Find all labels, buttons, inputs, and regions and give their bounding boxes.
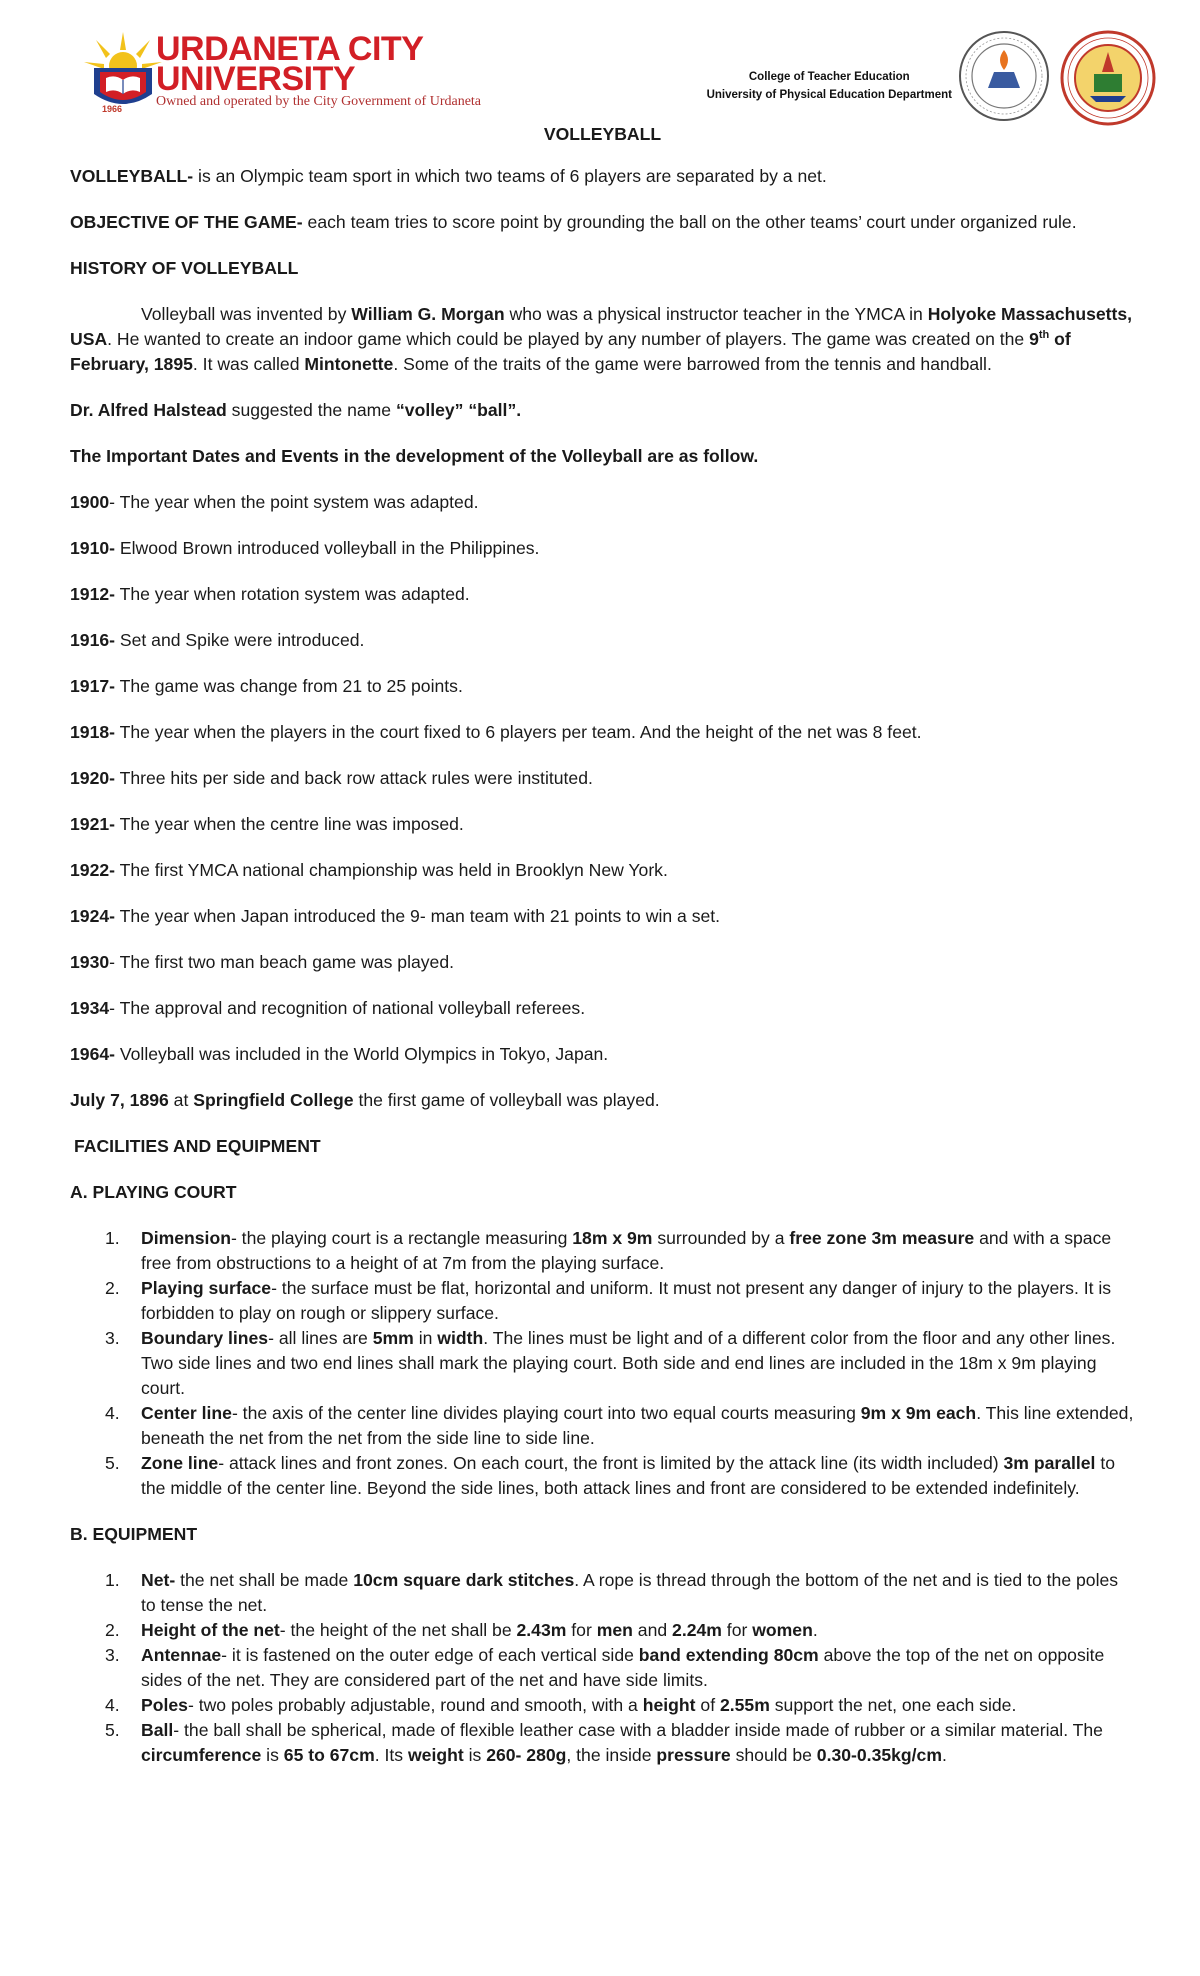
list-item-term: 0.30-0.35kg/cm — [816, 1745, 942, 1765]
first-game-text: the first game of volleyball was played. — [353, 1090, 660, 1110]
objective-text: each team tries to score point by grounding the ball on the other teams’ court under organized rule. — [302, 212, 1077, 232]
list-item-term: band extending 80cm — [638, 1645, 819, 1665]
university-name-line2: UNIVERSITY — [156, 60, 356, 98]
invention-date: of February, 1895 — [70, 329, 1071, 374]
list-item — [70, 1643, 1135, 1693]
list-item-term: Ball — [141, 1720, 174, 1740]
event-text: - The approval and recognition of national volleyball referees. — [109, 998, 586, 1018]
list-item-term: circumference — [141, 1745, 262, 1765]
pe-department-seal-icon — [1060, 30, 1156, 126]
list-item-term: Playing surface — [141, 1278, 272, 1298]
volley-ball-term: “volley” “ball”. — [395, 400, 522, 420]
list-item-number: 2. — [105, 1620, 120, 1640]
first-game-paragraph — [70, 1088, 1135, 1113]
list-item-text: - it is fastened on the outer edge of each vertical side — [221, 1645, 639, 1665]
list-item-text: for — [566, 1620, 597, 1640]
list-item-term: 65 to 67cm — [283, 1745, 375, 1765]
list-item-number: 4. — [105, 1695, 120, 1715]
first-game-at: at — [168, 1090, 194, 1110]
event-item — [70, 904, 1135, 929]
list-item-text: for — [721, 1620, 753, 1640]
event-year: 1910- — [70, 538, 115, 558]
event-item — [70, 720, 1135, 745]
event-year: 1900 — [70, 492, 110, 512]
list-item-number: 1. — [105, 1228, 120, 1248]
list-item-text: is — [261, 1745, 284, 1765]
list-item-text: - the surface must be flat, horizontal and uniform. It must not present any danger of injury to the players. It is forbidden to play on rough or slippery surface. — [141, 1278, 1112, 1323]
playing-court-heading: A. PLAYING COURT — [70, 1182, 237, 1202]
list-item-number: 5. — [105, 1453, 120, 1473]
list-item — [70, 1568, 1135, 1618]
list-item-text: - the ball shall be spherical, made of flexible leather case with a bladder inside made of rubber or a similar material. The — [173, 1720, 1103, 1740]
event-text: Set and Spike were introduced. — [115, 630, 365, 650]
event-year: 1917- — [70, 676, 115, 696]
list-item-text: of — [695, 1695, 720, 1715]
name-origin-paragraph — [70, 398, 1135, 423]
list-item-number: 5. — [105, 1720, 120, 1740]
event-text: - The first two man beach game was played. — [109, 952, 455, 972]
list-item-term: 3m parallel — [1003, 1453, 1096, 1473]
event-item — [70, 766, 1135, 791]
list-item-term: Boundary lines — [141, 1328, 269, 1348]
list-item-text: above the top of the net on opposite sides of the net. They are considered part of the net and have side limits. — [141, 1645, 1105, 1690]
event-item — [70, 582, 1135, 607]
history-paragraph — [70, 302, 1135, 377]
document-title: VOLLEYBALL — [543, 124, 662, 144]
intro-paragraph — [70, 164, 1135, 189]
event-text: Three hits per side and back row attack rules were instituted. — [115, 768, 593, 788]
list-item-text: is — [463, 1745, 487, 1765]
list-item-term: weight — [407, 1745, 464, 1765]
playing-court-list — [70, 1226, 1135, 1501]
list-item-term: 2.24m — [672, 1620, 722, 1640]
list-item-term: 260- 280g — [486, 1745, 567, 1765]
invention-day-suffix: th — [1038, 329, 1050, 342]
list-item-text: . Its — [374, 1745, 408, 1765]
list-item — [70, 1326, 1135, 1401]
event-year: 1920- — [70, 768, 115, 788]
event-year: 1930 — [70, 952, 110, 972]
objective-term: OBJECTIVE OF THE GAME- — [70, 212, 303, 232]
event-text: Volleyball was included in the World Olympics in Tokyo, Japan. — [115, 1044, 609, 1064]
event-text: The year when the players in the court fixed to 6 players per team. And the height of the net was 8 feet. — [115, 722, 922, 742]
list-item-text: . This line extended, beneath the net from the net from the side line to side line. — [141, 1403, 1134, 1448]
list-item-term: women — [752, 1620, 813, 1640]
list-item-term: free zone 3m measure — [789, 1228, 975, 1248]
event-item — [70, 674, 1135, 699]
list-item-term: width — [437, 1328, 484, 1348]
event-text: - The year when the point system was adapted. — [109, 492, 479, 512]
list-item-term: height — [642, 1695, 696, 1715]
list-item-term: Net- — [141, 1570, 176, 1590]
event-item — [70, 996, 1135, 1021]
intro-term: VOLLEYBALL- — [70, 166, 194, 186]
equipment-list — [70, 1568, 1135, 1768]
history-heading: HISTORY OF VOLLEYBALL — [70, 258, 299, 278]
list-item-term: Antennae — [141, 1645, 222, 1665]
list-item-number: 1. — [105, 1570, 120, 1590]
list-item-text: - the playing court is a rectangle measuring — [230, 1228, 573, 1248]
event-item — [70, 628, 1135, 653]
list-item — [70, 1276, 1135, 1326]
list-item-term: Center line — [141, 1403, 232, 1423]
list-item-term: men — [596, 1620, 633, 1640]
list-item-number: 3. — [105, 1328, 120, 1348]
first-game-date: July 7, 1896 — [70, 1090, 169, 1110]
event-text: The year when rotation system was adapted. — [115, 584, 470, 604]
list-item-term: 9m x 9m each — [860, 1403, 977, 1423]
invention-place: Holyoke Massachusetts, USA — [70, 304, 1133, 349]
list-item-term: 2.43m — [516, 1620, 567, 1640]
university-name-line1: URDANETA CITY — [156, 30, 424, 68]
event-text: Elwood Brown introduced volleyball in the Philippines. — [115, 538, 540, 558]
university-tagline: Owned and operated by the City Government of Urdaneta — [156, 94, 482, 109]
list-item-text: , the inside — [566, 1745, 657, 1765]
list-item — [70, 1718, 1135, 1768]
list-item-term: Height of the net — [141, 1620, 280, 1640]
list-item-text: . The lines must be light and of a different color from the floor and any other lines. Two side lines and two end lines shall mark the playing court. Both side and end lines are included in the 18m x 9m playing court. — [141, 1328, 1116, 1398]
list-item-text: the net shall be made — [175, 1570, 354, 1590]
list-item-text: - the axis of the center line divides playing court into two equal courts measuring — [231, 1403, 861, 1423]
event-text: The year when the centre line was imposed. — [115, 814, 464, 834]
university-logo-icon — [78, 28, 168, 114]
facilities-heading: FACILITIES AND EQUIPMENT — [74, 1136, 321, 1156]
invention-day: 9 — [1029, 329, 1039, 349]
history-text-4: . It was called — [192, 354, 305, 374]
list-item-term: Poles — [141, 1695, 188, 1715]
list-item — [70, 1401, 1135, 1451]
history-text-5: . Some of the traits of the game were barrowed from the tennis and handball. — [393, 354, 992, 374]
history-text-1: Volleyball was invented by — [141, 304, 352, 324]
list-item — [70, 1618, 1135, 1643]
dates-heading: The Important Dates and Events in the development of the Volleyball are as follow. — [70, 446, 759, 466]
letterhead — [0, 0, 1200, 125]
list-item-term: 10cm square dark stitches — [353, 1570, 575, 1590]
list-item-term: Zone line — [141, 1453, 219, 1473]
list-item-term: 18m x 9m — [572, 1228, 653, 1248]
department-name: University of Physical Education Department — [706, 89, 952, 101]
college-info — [707, 68, 952, 104]
list-item-text: - two poles probably adjustable, round and smooth, with a — [187, 1695, 643, 1715]
event-item — [70, 950, 1135, 975]
list-item-text: and with a space free from obstructions to a height of at 7m from the playing surface. — [141, 1228, 1112, 1273]
list-item-text: - the height of the net shall be — [279, 1620, 517, 1640]
list-item-term: 2.55m — [719, 1695, 770, 1715]
list-item-number: 4. — [105, 1403, 120, 1423]
event-item — [70, 490, 1135, 515]
list-item — [70, 1693, 1135, 1718]
objective-paragraph — [70, 210, 1135, 235]
event-year: 1912- — [70, 584, 115, 604]
original-game-name: Mintonette — [304, 354, 394, 374]
list-item-text: - attack lines and front zones. On each court, the front is limited by the attack line (its width included) — [218, 1453, 1004, 1473]
event-item — [70, 812, 1135, 837]
list-item-number: 2. — [105, 1278, 120, 1298]
list-item — [70, 1451, 1135, 1501]
list-item-text: . — [942, 1745, 947, 1765]
event-year: 1934 — [70, 998, 110, 1018]
list-item-number: 3. — [105, 1645, 120, 1665]
founding-year: 1966 — [102, 104, 123, 114]
list-item-text: - all lines are — [268, 1328, 373, 1348]
halstead-name: Dr. Alfred Halstead — [70, 400, 227, 420]
list-item-text: support the net, one each side. — [769, 1695, 1017, 1715]
events-list — [70, 490, 1135, 1067]
event-text: The first YMCA national championship was held in Brooklyn New York. — [115, 860, 668, 880]
event-item — [70, 1042, 1135, 1067]
name-origin-text: suggested the name — [226, 400, 396, 420]
event-year: 1964- — [70, 1044, 115, 1064]
list-item-text: surrounded by a — [652, 1228, 790, 1248]
list-item — [70, 1226, 1135, 1276]
list-item-term: pressure — [656, 1745, 731, 1765]
inventor-name: William G. Morgan — [351, 304, 505, 324]
history-text-2: who was a physical instructor teacher in the YMCA in — [504, 304, 928, 324]
event-item — [70, 858, 1135, 883]
event-year: 1918- — [70, 722, 115, 742]
event-year: 1921- — [70, 814, 115, 834]
history-text-3: . He wanted to create an indoor game which could be played by any number of players. The game was created on the — [107, 329, 1030, 349]
document-body — [70, 122, 1135, 1789]
event-text: The game was change from 21 to 25 points. — [115, 676, 463, 696]
list-item-term: Dimension — [141, 1228, 231, 1248]
first-game-place: Springfield College — [193, 1090, 354, 1110]
event-year: 1922- — [70, 860, 115, 880]
list-item-text: . — [812, 1620, 818, 1640]
list-item-text: to the middle of the center line. Beyond the side lines, both attack lines and front are considered to be extended indefinitely. — [141, 1453, 1115, 1498]
college-seal-icon — [958, 30, 1050, 122]
list-item-text: should be — [730, 1745, 817, 1765]
list-item-term: 5mm — [372, 1328, 414, 1348]
equipment-heading: B. EQUIPMENT — [70, 1524, 198, 1544]
college-name: College of Teacher Education — [748, 71, 910, 83]
list-item-text: . A rope is thread through the bottom of the net and is tied to the poles to tense the net. — [141, 1570, 1119, 1615]
intro-text: is an Olympic team sport in which two teams of 6 players are separated by a net. — [193, 166, 827, 186]
event-year: 1924- — [70, 906, 115, 926]
university-name — [156, 30, 424, 98]
event-text: The year when Japan introduced the 9- man team with 21 points to win a set. — [115, 906, 721, 926]
list-item-text: in — [413, 1328, 438, 1348]
event-year: 1916- — [70, 630, 115, 650]
event-item — [70, 536, 1135, 561]
list-item-text: and — [632, 1620, 673, 1640]
